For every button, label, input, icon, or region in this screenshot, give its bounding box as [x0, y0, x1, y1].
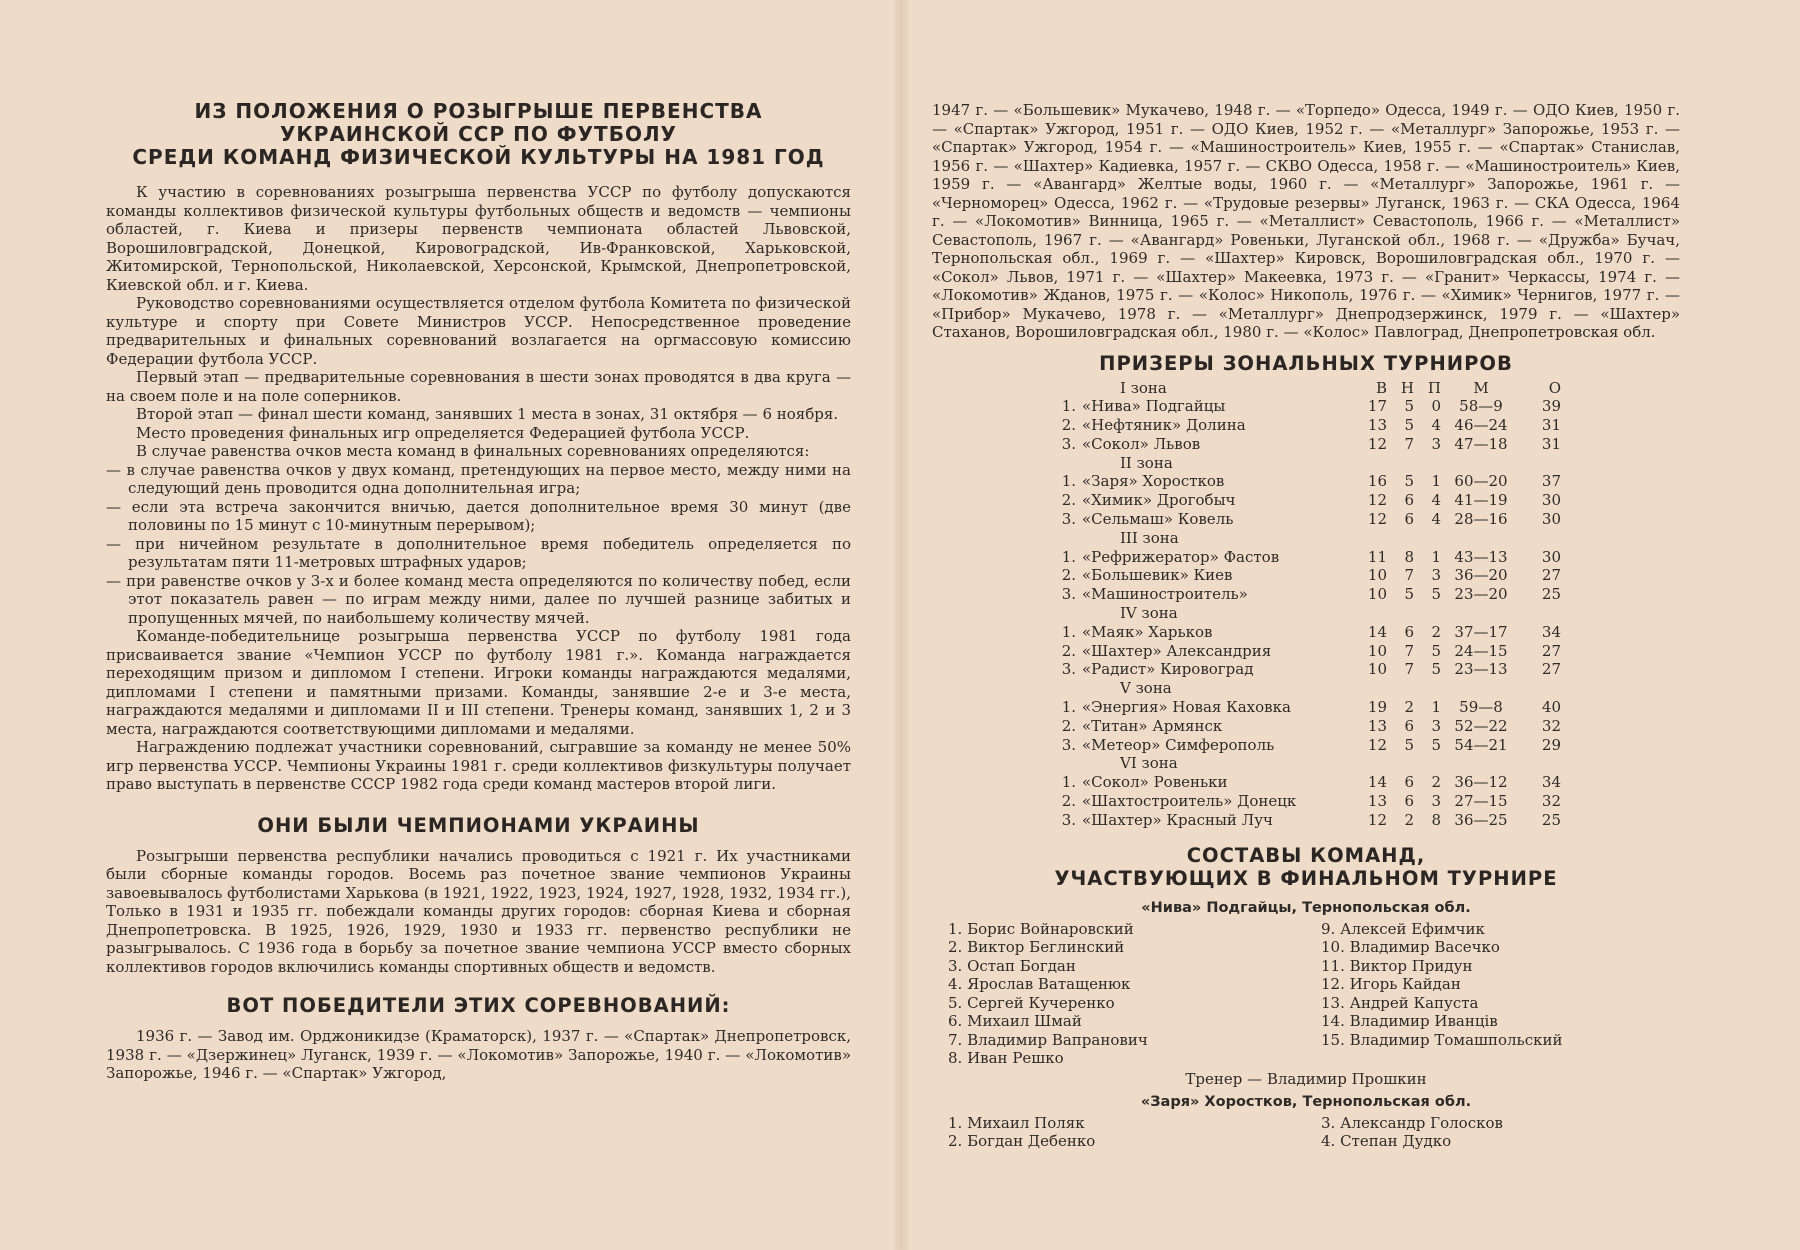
- team-name: «Нефтяник» Долина: [1082, 416, 1246, 435]
- zone-name: VI зона: [1120, 754, 1178, 773]
- table-row: [1050, 717, 1561, 736]
- wins: 12: [1367, 735, 1387, 754]
- wins: 13: [1367, 716, 1387, 735]
- player: 2. Виктор Беглинский: [948, 938, 1125, 957]
- empty-cell: [1387, 679, 1414, 698]
- goals: 36—12: [1454, 773, 1508, 792]
- table-row: [1050, 585, 1561, 604]
- paragraph: Руководство соревнованиями осуществляется отделом футбола Комитета по физической культуре и спорту при Совете Министров УССР. Непосредственное проведение предварительных и финальных соревнований возлагается на оргмассовую комиссию Федерации футбола УССР.: [106, 294, 851, 368]
- losses: 1: [1431, 698, 1441, 717]
- goals: 47—18: [1454, 434, 1508, 453]
- goals: 41—19: [1454, 491, 1508, 510]
- empty-cell: [1521, 754, 1561, 773]
- empty-cell: [1360, 754, 1387, 773]
- draws: 6: [1404, 510, 1414, 529]
- player: 3. Остап Богдан: [948, 956, 1076, 975]
- wins: 14: [1367, 773, 1387, 792]
- draws: 7: [1404, 434, 1414, 453]
- table-row: [1050, 660, 1561, 679]
- position: 2.: [1061, 416, 1076, 435]
- position: 2.: [1061, 716, 1076, 735]
- team-name: «Шахтер» Александрия: [1082, 641, 1272, 660]
- draws: 6: [1404, 622, 1414, 641]
- table-row: [1050, 736, 1561, 755]
- team-name: «Сельмаш» Ковель: [1082, 510, 1234, 529]
- team-name: «Энергия» Новая Каховка: [1082, 698, 1291, 717]
- losses: 3: [1431, 566, 1441, 585]
- champions-title: ОНИ БЫЛИ ЧЕМПИОНАМИ УКРАИНЫ: [257, 813, 700, 837]
- team-name: «Нива» Подгайцы, Тернопольская обл.: [1141, 899, 1471, 916]
- dash-item: — в случае равенства очков у двух команд, претендующих на первое место, между ними на следующий день проводится одна дополнительная игра;: [106, 461, 851, 498]
- position: 2.: [1061, 792, 1076, 811]
- wins: 13: [1367, 792, 1387, 811]
- goals: 28—16: [1454, 510, 1508, 529]
- draws: 2: [1404, 698, 1414, 717]
- player: 14. Владимир Иванців: [1321, 1012, 1498, 1031]
- losses: 3: [1431, 792, 1441, 811]
- empty-cell: [1441, 454, 1521, 473]
- player: 1. Михаил Поляк: [948, 1113, 1085, 1132]
- player: 11. Виктор Придун: [1321, 956, 1473, 975]
- regulation-title: [106, 100, 851, 169]
- position: 1.: [1061, 698, 1076, 717]
- table-row: [1050, 792, 1561, 811]
- points: 39: [1541, 397, 1561, 416]
- team-name: «Заря» Хоростков: [1082, 472, 1225, 491]
- empty-cell: [1360, 454, 1387, 473]
- wins: 13: [1367, 416, 1387, 435]
- team-name: «Сокол» Ровеньки: [1082, 773, 1228, 792]
- goals: 43—13: [1454, 547, 1508, 566]
- points: 34: [1541, 773, 1561, 792]
- paragraph: Команде-победительнице розыгрыша первенства УССР по футболу 1981 года присваивается звание «Чемпион УССР по футболу 1981 г.». Команда награждается переходящим призом и дипломом I степени. Игроки команды награждаются медалями, дипломами I степени и памятными призами. Команды, занявшие 2-е и 3-е места, награждаются медалями и дипломами II и III степени. Тренеры команд, занявших 1, 2 и 3 места, награждаются соответствующими дипломами и медалями.: [106, 627, 851, 738]
- goals: 36—20: [1454, 566, 1508, 585]
- table-row: [1050, 435, 1561, 454]
- losses: 0: [1431, 397, 1441, 416]
- paragraph: К участию в соревнованиях розыгрыша первенства УССР по футболу допускаются команды коллективов физической культуры футбольных обществ и ведомств — чемпионы областей, г. Киева и призеры первенств чемпионата областей Львовской, Ворошиловградской, Донецкой, Кировоградской, Ив-Франковской, Харьковской, Житомирской, Тернопольской, Николаевской, Херсонской, Крымской, Днепропетровской, Киевской обл. и г. Киева.: [106, 183, 851, 294]
- table-row: [1050, 623, 1561, 642]
- position: 3.: [1061, 660, 1076, 679]
- losses: 3: [1431, 716, 1441, 735]
- player: 7. Владимир Вапранович: [948, 1030, 1148, 1049]
- goals: 60—20: [1454, 472, 1508, 491]
- table-row: [1050, 510, 1561, 529]
- team-name: «Нива» Подгайцы: [1082, 397, 1226, 416]
- column-header: О: [1548, 378, 1561, 397]
- position: 1.: [1061, 397, 1076, 416]
- goals: 27—15: [1454, 792, 1508, 811]
- empty-cell: [1387, 454, 1414, 473]
- winners-text: 1936 г. — Завод им. Орджоникидзе (Краматорск), 1937 г. — «Спартак» Днепропетровск, 1938 г. — «Дзержинец» Луганск, 1939 г. — «Локомотив» Запорожье, 1940 г. — «Локомотив» Запорожье, 1946 г. — «Спартак» Ужгород,: [106, 1027, 851, 1082]
- table-row: [1050, 698, 1561, 717]
- zone-header-row: [1050, 679, 1561, 698]
- draws: 6: [1404, 773, 1414, 792]
- column-header: В: [1375, 378, 1387, 397]
- draws: 2: [1404, 810, 1414, 829]
- draws: 5: [1404, 472, 1414, 491]
- wins: 10: [1367, 660, 1387, 679]
- title-line: СРЕДИ КОМАНД ФИЗИЧЕСКОЙ КУЛЬТУРЫ НА 1981 ГОД: [132, 145, 825, 169]
- right-page: [932, 0, 1680, 1151]
- empty-cell: [1441, 679, 1521, 698]
- empty-cell: [1441, 529, 1521, 548]
- title-line: УЧАСТВУЮЩИХ В ФИНАЛЬНОМ ТУРНИРЕ: [1054, 866, 1558, 890]
- points: 30: [1541, 491, 1561, 510]
- points: 34: [1541, 622, 1561, 641]
- losses: 4: [1431, 491, 1441, 510]
- table-row: [1050, 642, 1561, 661]
- player: 3. Александр Голоcков: [1321, 1113, 1503, 1132]
- zone-name: IV зона: [1120, 604, 1178, 623]
- empty-cell: [1521, 679, 1561, 698]
- losses: 2: [1431, 773, 1441, 792]
- points: 37: [1541, 472, 1561, 491]
- losses: 8: [1431, 810, 1441, 829]
- empty-cell: [1414, 529, 1441, 548]
- team-name: «Сокол» Львов: [1082, 434, 1201, 453]
- wins: 10: [1367, 566, 1387, 585]
- position: 1.: [1061, 547, 1076, 566]
- empty-cell: [1360, 604, 1387, 623]
- table-row: [1050, 472, 1561, 491]
- zone-header-row: [1050, 454, 1561, 473]
- draws: 5: [1404, 416, 1414, 435]
- draws: 6: [1404, 792, 1414, 811]
- roster-column: [1321, 1114, 1661, 1151]
- empty-cell: [1387, 604, 1414, 623]
- team-name: «Химик» Дрогобыч: [1082, 491, 1236, 510]
- player: 9. Алексей Ефимчик: [1321, 919, 1485, 938]
- paragraph: В случае равенства очков места команд в финальных соревнованиях определяются:: [136, 442, 810, 460]
- position: 3.: [1061, 735, 1076, 754]
- empty-cell: [1441, 604, 1521, 623]
- goals: 37—17: [1454, 622, 1508, 641]
- player: 1. Борис Войнаровский: [948, 919, 1134, 938]
- dash-item: — если эта встреча закончится вничью, дается дополнительное время 30 минут (две половины по 15 минут с 10-минутным перерывом);: [106, 498, 851, 535]
- losses: 1: [1431, 547, 1441, 566]
- team-roster: [932, 920, 1680, 1068]
- losses: 5: [1431, 641, 1441, 660]
- empty-cell: [1414, 754, 1441, 773]
- draws: 8: [1404, 547, 1414, 566]
- zone-standings-table: [1050, 379, 1561, 830]
- points: 30: [1541, 510, 1561, 529]
- points: 30: [1541, 547, 1561, 566]
- goals: 23—20: [1454, 585, 1508, 604]
- roster-column: [932, 1114, 1321, 1151]
- position: 3.: [1061, 434, 1076, 453]
- wins: 12: [1367, 810, 1387, 829]
- points: 27: [1541, 566, 1561, 585]
- wins: 14: [1367, 622, 1387, 641]
- team-coach: Тренер — Владимир Прошкин: [1185, 1069, 1427, 1088]
- losses: 5: [1431, 660, 1441, 679]
- player: 13. Андрей Капуста: [1321, 993, 1479, 1012]
- column-header: Н: [1400, 378, 1414, 397]
- draws: 5: [1404, 397, 1414, 416]
- points: 27: [1541, 641, 1561, 660]
- squads-title: [932, 844, 1680, 890]
- points: 32: [1541, 792, 1561, 811]
- position: 2.: [1061, 491, 1076, 510]
- title-line: УКРАИНСКОЙ ССР ПО ФУТБОЛУ: [280, 122, 677, 146]
- player: 10. Владимир Васечко: [1321, 938, 1500, 957]
- zone-name: V зона: [1120, 679, 1172, 698]
- table-row: [1050, 416, 1561, 435]
- losses: 4: [1431, 416, 1441, 435]
- losses: 1: [1431, 472, 1441, 491]
- position: 2.: [1061, 566, 1076, 585]
- points: 32: [1541, 716, 1561, 735]
- player: 15. Владимир Томашпольский: [1321, 1030, 1563, 1049]
- champions-text: Розыгрыши первенства республики начались проводиться с 1921 г. Их участниками были сборные команды городов. Восемь раз почетное звание чемпионов Украины завоевывалось футболистами Харькова (в 1921, 1922, 1923, 1924, 1927, 1928, 1932, 1934 гг.), Только в 1931 и 1935 гг. побеждали команды других городов: сборная Киева и сборная Днепропетровска. В 1925, 1926, 1929, 1930 и 1933 гг. первенство республики не разыгрывалось. С 1936 года в борьбу за почетное звание чемпиона УССР вместо сборных коллективов городов включились команды спортивных обществ и ведомств.: [106, 846, 851, 976]
- table-row: [1050, 548, 1561, 567]
- position: 1.: [1061, 773, 1076, 792]
- player: 5. Сергей Кучеренко: [948, 993, 1115, 1012]
- zone-header-row: [1050, 529, 1561, 548]
- prizers-title: ПРИЗЕРЫ ЗОНАЛЬНЫХ ТУРНИРОВ: [1099, 351, 1513, 375]
- dash-item: — при ничейном результате в дополнительное время победитель определяется по результатам пяти 11-метровых штрафных ударов;: [106, 535, 851, 572]
- points: 31: [1541, 416, 1561, 435]
- empty-cell: [1521, 454, 1561, 473]
- goals: 54—21: [1454, 735, 1508, 754]
- column-header: П: [1427, 378, 1441, 397]
- points: 25: [1541, 810, 1561, 829]
- team-name: «Шахтер» Красный Луч: [1082, 810, 1273, 829]
- losses: 2: [1431, 622, 1441, 641]
- position: 2.: [1061, 641, 1076, 660]
- paragraph: Награждению подлежат участники соревнований, сыгравшие за команду не менее 50% игр первенства УССР. Чемпионы Украины 1981 г. среди коллективов физкультуры получает право выступать в первенстве СССР 1982 года среди команд мастеров второй лиги.: [106, 738, 851, 793]
- empty-cell: [1521, 604, 1561, 623]
- wins: 17: [1367, 397, 1387, 416]
- team-name: «Заря» Хоростков, Тернопольская обл.: [1140, 1093, 1472, 1110]
- roster-column: [1321, 920, 1661, 1068]
- zone-header-row: [1050, 604, 1561, 623]
- position: 3.: [1061, 585, 1076, 604]
- wins: 11: [1367, 547, 1387, 566]
- player: 4. Степан Дудко: [1321, 1132, 1452, 1151]
- position: 3.: [1061, 810, 1076, 829]
- draws: 6: [1404, 716, 1414, 735]
- team-name: «Метеор» Симферополь: [1082, 735, 1275, 754]
- roster-column: [932, 920, 1321, 1068]
- losses: 3: [1431, 434, 1441, 453]
- zone-header-row: [1050, 754, 1561, 773]
- team-name: «Шахтостроитель» Донецк: [1082, 792, 1297, 811]
- team-name: «Машиностроитель»: [1082, 585, 1248, 604]
- page-fold: [894, 0, 908, 1250]
- goals: 24—15: [1454, 641, 1508, 660]
- losses: 4: [1431, 510, 1441, 529]
- draws: 7: [1404, 660, 1414, 679]
- position: 3.: [1061, 510, 1076, 529]
- player: 2. Богдан Дебенко: [948, 1132, 1096, 1151]
- wins: 19: [1367, 698, 1387, 717]
- draws: 7: [1404, 566, 1414, 585]
- points: 29: [1541, 735, 1561, 754]
- column-header: М: [1473, 378, 1489, 397]
- player: 4. Ярослав Ватащенюк: [948, 975, 1131, 994]
- zones-body: [1050, 379, 1561, 830]
- paragraph: Место проведения финальных игр определяется Федерацией футбола УССР.: [136, 423, 750, 442]
- team-name: «Радист» Кировоград: [1082, 660, 1254, 679]
- draws: 5: [1404, 585, 1414, 604]
- table-row: [1050, 397, 1561, 416]
- draws: 6: [1404, 491, 1414, 510]
- title-line: ИЗ ПОЛОЖЕНИЯ О РОЗЫГРЫШЕ ПЕРВЕНСТВА: [194, 99, 763, 123]
- table-row: [1050, 566, 1561, 585]
- draws: 5: [1404, 735, 1414, 754]
- position: 1.: [1061, 622, 1076, 641]
- table-row: [1050, 773, 1561, 792]
- goals: 46—24: [1454, 416, 1508, 435]
- wins: 16: [1367, 472, 1387, 491]
- empty-cell: [1360, 679, 1387, 698]
- draws: 7: [1404, 641, 1414, 660]
- left-page: [106, 0, 851, 1083]
- team-name: «Маяк» Харьков: [1082, 622, 1213, 641]
- wins: 12: [1367, 491, 1387, 510]
- wins: 12: [1367, 510, 1387, 529]
- paragraph: Второй этап — финал шести команд, занявших 1 места в зонах, 31 октября — 6 ноября.: [136, 405, 839, 423]
- zone-name: III зона: [1120, 528, 1179, 547]
- wins: 10: [1367, 585, 1387, 604]
- goals: 58—9: [1459, 397, 1503, 416]
- points: 40: [1541, 698, 1561, 717]
- paragraph: Первый этап — предварительные соревнования в шести зонах проводятся в два круга — на своем поле и на поле соперников.: [106, 368, 851, 405]
- dash-item: — при равенстве очков у 3-х и более команд места определяются по количеству побед, если этот показатель равен — по играм между ними, далее по лучшей разнице забитых и пропущенных мячей, по наибольшему количеству мячей.: [106, 572, 851, 628]
- empty-cell: [1414, 604, 1441, 623]
- team-roster: [932, 1114, 1680, 1151]
- wins: 10: [1367, 641, 1387, 660]
- table-row: [1050, 811, 1561, 830]
- empty-cell: [1441, 754, 1521, 773]
- empty-cell: [1387, 754, 1414, 773]
- empty-cell: [1521, 529, 1561, 548]
- losses: 5: [1431, 585, 1441, 604]
- winners-title: ВОТ ПОБЕДИТЕЛИ ЭТИХ СОРЕВНОВАНИЙ:: [226, 994, 731, 1017]
- team-name: «Большевик» Киев: [1082, 566, 1233, 585]
- empty-cell: [1387, 529, 1414, 548]
- empty-cell: [1414, 679, 1441, 698]
- empty-cell: [1414, 454, 1441, 473]
- points: 31: [1541, 434, 1561, 453]
- zone-header-row: [1050, 379, 1561, 398]
- zone-name: I зона: [1120, 378, 1167, 397]
- player: 6. Михаил Шмай: [948, 1012, 1082, 1031]
- title-line: СОСТАВЫ КОМАНД,: [1186, 843, 1426, 867]
- goals: 23—13: [1454, 660, 1508, 679]
- player: 12. Игорь Кайдан: [1321, 975, 1461, 994]
- team-name: «Рефрижератор» Фастов: [1082, 547, 1280, 566]
- points: 27: [1541, 660, 1561, 679]
- points: 25: [1541, 585, 1561, 604]
- zone-name: II зона: [1120, 453, 1173, 472]
- goals: 36—25: [1454, 810, 1508, 829]
- goals: 52—22: [1454, 716, 1508, 735]
- team-name: «Титан» Армянск: [1082, 716, 1223, 735]
- player: 8. Иван Решко: [948, 1049, 1064, 1068]
- losses: 5: [1431, 735, 1441, 754]
- winners-continued: 1947 г. — «Большевик» Мукачево, 1948 г. — «Торпедо» Одесса, 1949 г. — ОДО Киев, 1950 г. — «Спартак» Ужгород, 1951 г. — ОДО Киев, 1952 г. — «Металлург» Запорожье, 1953 г. — «Спартак» Ужгород, 1954 г. — «Машиностроитель» Киев, 1955 г. — «Спартак» Станислав, 1956 г. — «Шахтер» Кадиевка, 1957 г. — СКВО Одесса, 1958 г. — «Машиностроитель» Киев, 1959 г. — «Авангард» Желтые воды, 1960 г. — «Металлург» Запорожье, 1961 г. — «Черноморец» Одесса, 1962 г. — «Трудовые резервы» Луганск, 1963 г. — СКА Одесса, 1964 г. — «Локомотив» Винница, 1965 г. — «Металлист» Севастополь, 1966 г. — «Металлист» Севастополь, 1967 г. — «Авангард» Ровеньки, Луганской обл., 1968 г. — «Дружба» Бучач, Тернопольская обл., 1969 г. — «Шахтер» Кировск, Ворошиловградская обл., 1970 г. — «Сокол» Львов, 1971 г. — «Шахтер» Макеевка, 1973 г. — «Гранит» Черкассы, 1974 г. — «Локомотив» Жданов, 1975 г. — «Колос» Никополь, 1976 г. — «Химик» Чернигов, 1977 г. — «Прибор» Мукачево, 1978 г. — «Металлург» Днепродзержинск, 1979 г. — «Шахтер» Стаханов, Ворошиловградская обл., 1980 г. — «Колос» Павлоград, Днепропетровская обл.: [932, 101, 1680, 341]
- empty-cell: [1360, 529, 1387, 548]
- position: 1.: [1061, 472, 1076, 491]
- table-row: [1050, 491, 1561, 510]
- wins: 12: [1367, 434, 1387, 453]
- goals: 59—8: [1459, 698, 1503, 717]
